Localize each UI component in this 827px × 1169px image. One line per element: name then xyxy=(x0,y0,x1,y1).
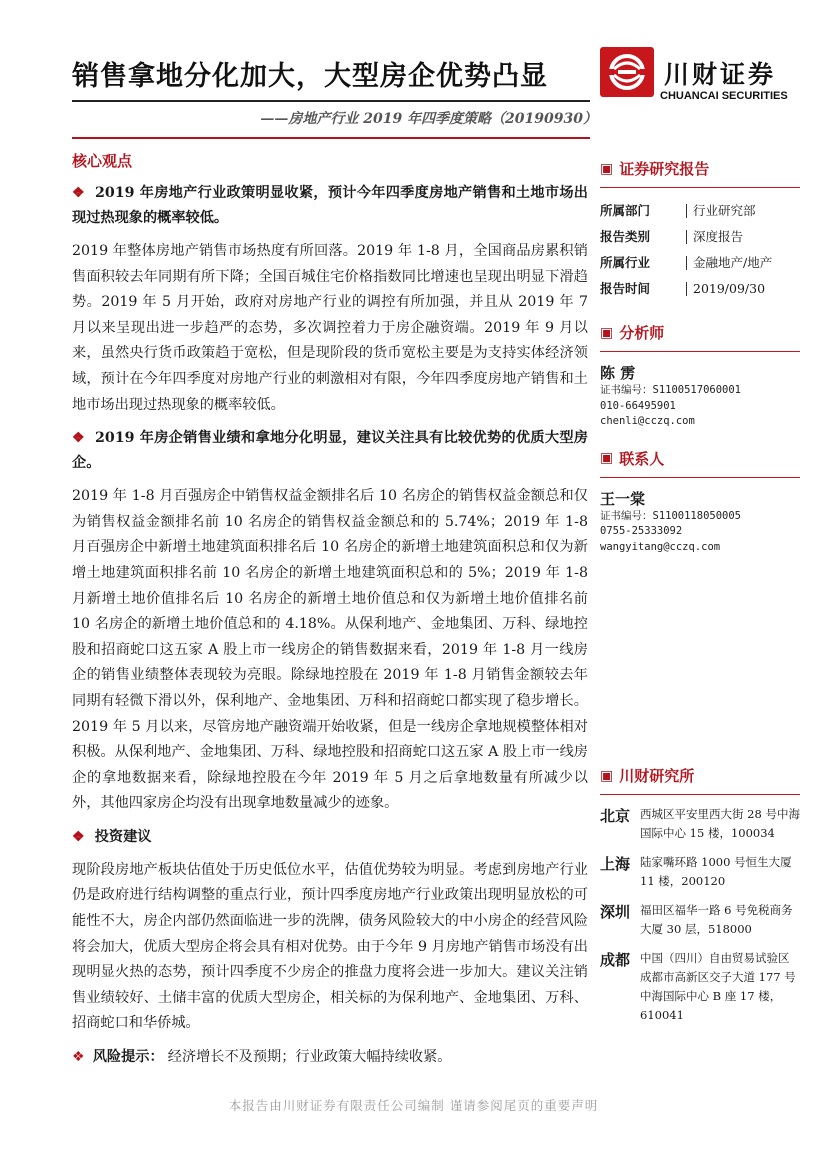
diamond-bullet-icon: ❖ xyxy=(72,828,85,845)
contact-cert: 证书编号：S1100118050005 xyxy=(600,509,742,522)
meta-row: 所属部门 行业研究部 xyxy=(600,203,756,218)
contact-name: 王一棠 xyxy=(600,489,646,508)
paragraph-3: 现阶段房地产板块估值处于历史低位水平，估值优势较为明显。考虑到房地产行业仍是政府进行结构调整的重点行业，预计四季度房地产行业政策出现明显放松的可能性不大，房企内部仍然面临进一步的洗牌，债务风险较大的中小房企的经营风险将会加大，优质大型房企将会具有相对优势。由于今年 9 月房地产销售市场没有出现明显火热的态势，预计四季度不少房企的推盘力度将会进一步加大。建议关注销售业绩较好、土储丰富的优质大型房企，相关标的为保利地产、金地集团、万科、招商蛇口和华侨城。 xyxy=(72,861,588,1032)
report-subtitle: ——房地产行业 2019 年四季度策略（20190930） xyxy=(260,111,597,127)
title-underline xyxy=(72,100,590,102)
header-red-rule xyxy=(72,137,590,139)
key-point-3: ❖ 投资建议 xyxy=(72,828,152,845)
paragraph-2: 2019 年 1-8 月百强房企中销售权益金额排名后 10 名房企的销售权益金额总和仅为销售权益金额排名前 10 名房企的销售权益金额总和的 5.74%；2019 年 1-8 月百强房企中新增土地建筑面积排名后 10 名房企的新增土地建筑面积总和仅为新增土地建筑面积排名前 10 名房企的新增土地建筑面积总和的 5%；2019 年 1-8 月新增土地价值排名后 10 名房企的新增土地价值总和仅为新增土地价值排名前 10 名房企的新增土地价值总和的 4.18%。从保利地产、金地集团、万科、绿地控股和招商蛇口这五家 A 股上市一线房企的销售数据来看，2019 年 1-8 月一线房企的销售业绩整体表现较为亮眼。除绿地控股在 2019 年 1-8 月销售金额较去年同期有轻微下滑以外，保利地产、金地集团、万科和招商蛇口都实现了稳步增长。2019 年 5 月以来，尽管房地产融资端开始收紧，但是一线房企拿地规模整体相对积极。从保利地产、金地集团、万科、绿地控股和招商蛇口这五家 A 股上市一线房企的拿地数据来看，除绿地控股在今年 2019 年 5 月之后拿地数量有所减少以外，其他四家房企均没有出现拿地数量减少的迹象。 xyxy=(72,488,588,812)
institute-icon: ▣ xyxy=(600,767,614,784)
footer-disclaimer: 本报告由川财证券有限责任公司编制 谨请参阅尾页的重要声明 xyxy=(228,1098,599,1113)
analyst-cert: 证书编号：S1100517060001 xyxy=(600,384,742,396)
chuancai-logo-icon xyxy=(600,47,654,97)
office-beijing: 北京 西城区平安里西大街 28 号中海国际中心 15 楼，100034 xyxy=(600,807,800,840)
main-content xyxy=(72,150,588,1070)
divider xyxy=(600,351,800,352)
diamond-bullet-icon: ❖ xyxy=(72,1049,85,1066)
contact-email[interactable]: wangyitang@cczq.com xyxy=(600,540,721,553)
brand-name-cn: 川财证券 xyxy=(664,60,777,89)
analyst-email[interactable]: chenli@cczq.com xyxy=(600,415,695,427)
report-info-heading: ▣ 证券研究报告 xyxy=(600,160,710,178)
analyst-phone: 010-66495901 xyxy=(600,399,676,412)
analyst-heading: ▣ 分析师 xyxy=(600,324,665,342)
divider xyxy=(600,187,800,188)
contact-icon: ▣ xyxy=(600,450,614,466)
paragraph-1: 2019 年整体房地产销售市场热度有所回落。2019 年 1-8 月，全国商品房累积销售面积较去年同期有所下降；全国百城住宅价格指数同比增速也呈现出明显下滑趋势。2019 年 5 月开始，政府对房地产行业的调控有所加强，并且从 2019 年 7 月以来呈现出进一步趋严的态势，多次调控着力于房企融资端。2019 年 9 月以来，虽然央行货币政策趋于宽松，但是现阶段的货币宽松主要是为支持实体经济领域，预计在今年四季度对房地产行业的刺激相对有限，今年四季度房地产销售和土地市场出现过热现象的概率较低。 xyxy=(72,243,588,413)
diamond-bullet-icon: ❖ xyxy=(72,185,86,201)
office-shanghai: 上海 陆家嘴环路 1000 号恒生大厦 11 楼，200120 xyxy=(600,855,792,888)
analyst-icon: ▣ xyxy=(600,324,614,341)
meta-row: 所属行业 金融地产/地产 xyxy=(600,255,773,270)
office-shenzhen: 深圳 福田区福华一路 6 号免税商务大厦 30 层，518000 xyxy=(600,903,793,936)
institute-heading: ▣ 川财研究所 xyxy=(600,767,695,785)
key-point-1: ❖ 2019 年房地产行业政策明显收紧，预计今年四季度房地产销售和土地市场出现过热现象的概率较低。 xyxy=(72,185,588,226)
diamond-bullet-icon: ❖ xyxy=(72,430,86,447)
core-views-heading: 核心观点 xyxy=(72,152,133,170)
divider xyxy=(600,794,800,795)
brand-name-en: CHUANCAI SECURITIES xyxy=(660,90,788,102)
risk-warning: ❖ 风险提示： 经济增长不及预期；行业政策大幅持续收紧。 xyxy=(72,1049,452,1066)
contact-heading: ▣ 联系人 xyxy=(600,449,665,468)
sidebar xyxy=(600,158,800,1035)
report-title: 销售拿地分化加大，大型房企优势凸显 xyxy=(72,61,548,92)
key-point-2: ❖ 2019 年房企销售业绩和拿地分化明显，建议关注具有比较优势的优质大型房企。 xyxy=(72,430,588,472)
contact-phone: 0755-25333092 xyxy=(600,525,683,537)
meta-row: 报告类别 深度报告 xyxy=(600,229,744,244)
report-icon: ▣ xyxy=(600,160,614,177)
office-chengdu: 成都 中国（四川）自由贸易试验区成都市高新区交子大道 177 号中海国际中心 B 座 17 楼，610041 xyxy=(600,951,796,1022)
analyst-name: 陈 雳 xyxy=(600,364,636,382)
divider xyxy=(600,477,800,478)
meta-row: 报告时间 2019/09/30 xyxy=(600,281,766,296)
